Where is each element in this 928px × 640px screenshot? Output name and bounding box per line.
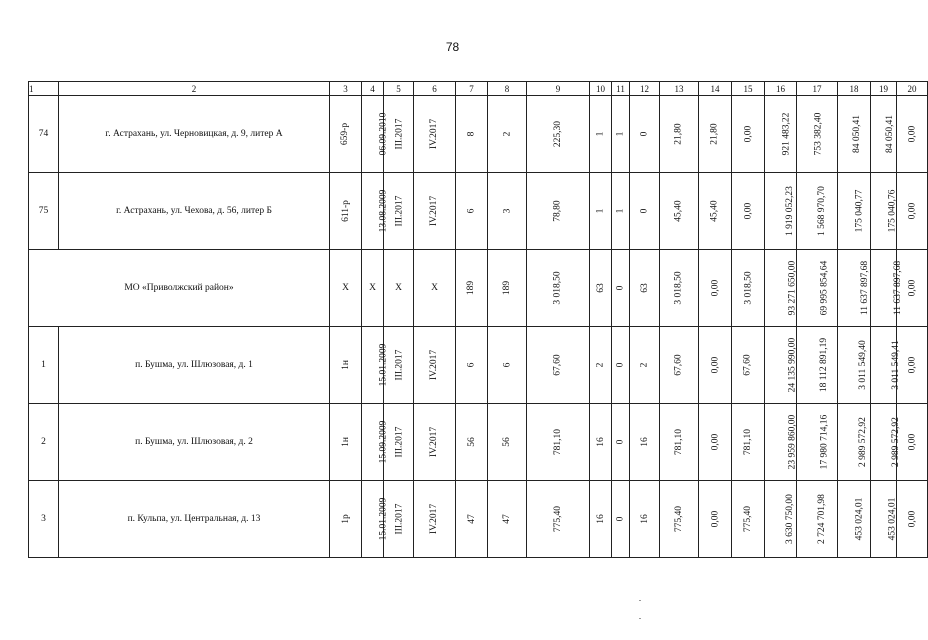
cell-value: 781,10 [674, 428, 684, 456]
table-cell [488, 250, 527, 327]
table-cell [765, 250, 797, 327]
cell-value: III.2017 [394, 118, 405, 150]
cell-value: 2 [639, 362, 650, 368]
table-cell [660, 250, 699, 327]
table-cell [797, 250, 838, 327]
cell-value: 453 024,01 [887, 497, 898, 541]
cell-value: 78,80 [553, 200, 563, 222]
cell-value: 3 630 750,00 [784, 494, 795, 544]
cell-value: 2 989 572,92 [890, 417, 901, 467]
cell-value: 84 050,41 [885, 115, 895, 153]
table-cell [699, 250, 732, 327]
table-cell [871, 173, 897, 250]
table-cell [456, 481, 488, 558]
table-cell [732, 481, 765, 558]
table-cell [590, 173, 612, 250]
cell-value: 225,30 [553, 120, 563, 148]
cell-value: 2 724 701,98 [816, 494, 827, 544]
table-cell [897, 96, 928, 173]
address-cell: г. Астрахань, ул. Черновицкая, д. 9, литер А [59, 96, 330, 173]
table-cell [871, 96, 897, 173]
cell-value: 16 [639, 437, 650, 447]
table-cell [797, 481, 838, 558]
table-cell [630, 481, 660, 558]
table-cell [897, 173, 928, 250]
table-cell [456, 327, 488, 404]
table-cell [527, 250, 590, 327]
cell-value: 47 [466, 514, 477, 524]
municipality-label: МО «Приволжский район» [29, 250, 330, 327]
table-cell [612, 96, 630, 173]
cell-value: 921 483,22 [781, 112, 792, 156]
cell-value: IV.2017 [429, 118, 440, 150]
cell-value: 15.01.2009 [378, 343, 389, 387]
cell-value: 23 959 860,00 [787, 414, 798, 470]
table-cell: Х [330, 250, 362, 327]
header-row [29, 82, 928, 96]
table-cell [330, 404, 362, 481]
cell-value: 06.09.2010 [378, 112, 389, 156]
cell-value: 775,40 [743, 505, 753, 533]
cell-value: 21,80 [674, 123, 684, 145]
cell-value: 189 [502, 280, 512, 296]
cell-value: 1 919 052,23 [784, 186, 795, 236]
table-cell [414, 481, 456, 558]
cell-value: 775,40 [553, 505, 563, 533]
table-cell [330, 173, 362, 250]
table-cell [488, 327, 527, 404]
address-cell: п. Кульпа, ул. Центральная, д. 13 [59, 481, 330, 558]
scan-speck [639, 600, 641, 601]
table-cell [488, 96, 527, 173]
cell-value: IV.2017 [429, 426, 440, 458]
table-cell [797, 404, 838, 481]
table-cell [488, 481, 527, 558]
table-cell [630, 404, 660, 481]
cell-value: 15.01.2009 [378, 497, 389, 541]
table-cell [765, 173, 797, 250]
cell-value: 8 [466, 131, 477, 137]
table-cell [362, 173, 389, 250]
table-cell [590, 250, 612, 327]
table-cell: Х [414, 250, 456, 327]
table-cell [630, 173, 660, 250]
column-header: 19 [871, 82, 897, 96]
cell-value: 3 011 549,40 [857, 340, 868, 390]
cell-value: 0,00 [907, 433, 917, 451]
cell-value: 775,40 [674, 505, 684, 533]
table-cell [330, 481, 362, 558]
cell-value: 1 [615, 208, 626, 214]
table-row [29, 481, 928, 558]
table-cell [871, 481, 897, 558]
cell-value: 18 112 891,19 [819, 337, 830, 393]
table-cell [456, 250, 488, 327]
cell-value: 11 637 897,68 [893, 260, 904, 316]
cell-value: III.2017 [394, 349, 405, 381]
cell-value: 1 568 970,70 [816, 186, 827, 236]
cell-value: 175 040,76 [887, 189, 898, 233]
table-cell: 2 [29, 404, 59, 481]
cell-value: 1н [340, 437, 351, 447]
table-cell [660, 404, 699, 481]
cell-value: 69 995 854,64 [819, 260, 830, 316]
table-cell [897, 481, 928, 558]
column-header: 18 [838, 82, 871, 96]
column-header: 13 [660, 82, 699, 96]
cell-value: 0 [615, 362, 626, 368]
cell-value: 67,60 [674, 354, 684, 376]
table-row [29, 96, 928, 173]
cell-value: 3 018,50 [553, 271, 563, 305]
cell-value: 1 [615, 131, 626, 137]
cell-value: 16 [595, 514, 606, 524]
column-header: 1 [29, 82, 59, 96]
cell-value: 24 135 990,00 [787, 337, 798, 393]
cell-value: 0 [615, 285, 626, 291]
table-cell [732, 173, 765, 250]
table-cell [797, 327, 838, 404]
table-cell [527, 173, 590, 250]
table-cell [699, 481, 732, 558]
table-cell: 75 [29, 173, 59, 250]
table-cell [456, 404, 488, 481]
cell-value: 781,10 [553, 428, 563, 456]
table-cell [630, 250, 660, 327]
cell-value: 16 [639, 514, 650, 524]
address-cell: п. Бушма, ул. Шлюзовая, д. 2 [59, 404, 330, 481]
cell-value: 93 271 650,00 [787, 260, 798, 316]
column-header: 9 [527, 82, 590, 96]
table-cell [732, 96, 765, 173]
cell-value: 0,00 [710, 433, 720, 451]
address-cell: п. Бушма, ул. Шлюзовая, д. 1 [59, 327, 330, 404]
table-cell [871, 327, 901, 404]
table-cell [362, 96, 389, 173]
table-cell [732, 327, 765, 404]
column-header: 5 [384, 82, 414, 96]
column-header: 8 [488, 82, 527, 96]
cell-value: 56 [502, 437, 512, 447]
cell-value: 0 [639, 131, 650, 137]
cell-value: 21,80 [710, 123, 720, 145]
cell-value: 0 [615, 439, 626, 445]
table-cell [699, 404, 732, 481]
column-header: 2 [59, 82, 330, 96]
cell-value: 0 [615, 516, 626, 522]
cell-value: III.2017 [394, 503, 405, 535]
cell-value: 0,00 [710, 510, 720, 528]
cell-value: 45,40 [674, 200, 684, 222]
table-cell [797, 173, 838, 250]
table-cell [765, 96, 797, 173]
column-header: 3 [330, 82, 362, 96]
table-cell [414, 173, 456, 250]
cell-value: 611-р [340, 200, 351, 222]
cell-value: 84 050,41 [852, 115, 862, 153]
table-cell [362, 404, 389, 481]
table-cell [590, 404, 612, 481]
table-cell [838, 404, 871, 481]
table-cell [612, 250, 630, 327]
cell-value: 3 011 549,41 [890, 340, 901, 390]
cell-value: 0,00 [907, 125, 917, 143]
cell-value: 1 [595, 208, 606, 214]
table-cell [612, 173, 630, 250]
table-cell [838, 96, 871, 173]
table-cell [897, 327, 928, 404]
data-table [28, 81, 928, 558]
table-cell [362, 327, 389, 404]
table-cell [871, 404, 901, 481]
cell-value: 0,00 [907, 279, 917, 297]
table-cell [838, 327, 871, 404]
cell-value: III.2017 [394, 195, 405, 227]
table-cell [414, 96, 456, 173]
column-header: 10 [590, 82, 612, 96]
column-header: 17 [797, 82, 838, 96]
cell-value: IV.2017 [429, 503, 440, 535]
table-cell [414, 327, 456, 404]
table-cell [897, 404, 928, 481]
cell-value: 6 [466, 362, 477, 368]
table-cell [797, 96, 838, 173]
cell-value: 16 [595, 437, 606, 447]
column-header: 6 [414, 82, 456, 96]
cell-value: 15.09.2009 [378, 420, 389, 464]
cell-value: 0,00 [907, 356, 917, 374]
table-cell [488, 173, 527, 250]
table-cell [630, 96, 660, 173]
scan-speck [639, 618, 641, 619]
table-cell [660, 327, 699, 404]
cell-value: 0,00 [907, 510, 917, 528]
table-row [29, 404, 928, 481]
cell-value: 3 018,50 [743, 271, 754, 305]
cell-value: IV.2017 [429, 195, 440, 227]
table-cell [612, 327, 630, 404]
column-header: 16 [765, 82, 797, 96]
cell-value: IV.2017 [429, 349, 440, 381]
cell-value: 0,00 [743, 125, 753, 143]
cell-value: 67,60 [553, 354, 563, 376]
cell-value: 1р [340, 514, 351, 524]
table-cell [699, 327, 732, 404]
cell-value: 0,00 [907, 202, 917, 220]
column-header: 20 [897, 82, 928, 96]
cell-value: 0,00 [710, 356, 720, 374]
table-cell [660, 96, 699, 173]
table-cell [838, 481, 871, 558]
cell-value: 6 [502, 362, 512, 368]
cell-value: 659-р [340, 122, 351, 146]
table-cell [699, 173, 732, 250]
table-cell [660, 173, 699, 250]
page-number: 78 [445, 40, 460, 54]
cell-value: 1н [340, 360, 351, 370]
cell-value: 63 [595, 283, 606, 293]
column-header: 14 [699, 82, 732, 96]
cell-value: 175 040,77 [854, 189, 865, 233]
cell-value: 17 980 714,16 [819, 414, 830, 470]
table-cell [590, 327, 612, 404]
table-cell [456, 96, 488, 173]
table-cell [527, 96, 590, 173]
table-cell [838, 250, 871, 327]
table-cell [838, 173, 871, 250]
cell-value: 6 [466, 208, 477, 214]
municipality-subtotal-row [29, 250, 928, 327]
table-cell [732, 250, 765, 327]
table-body [29, 82, 928, 558]
table-cell [488, 404, 527, 481]
table-cell [699, 96, 732, 173]
cell-value: 753 382,40 [813, 112, 824, 156]
table-cell [765, 404, 797, 481]
table-cell [660, 481, 699, 558]
table-row [29, 173, 928, 250]
table-cell [330, 96, 362, 173]
cell-value: 2 [595, 362, 606, 368]
cell-value: 67,60 [743, 354, 753, 376]
column-header: 12 [630, 82, 660, 96]
table-cell [414, 404, 456, 481]
table-cell [527, 404, 590, 481]
table-cell: Х [362, 250, 384, 327]
table-cell [612, 404, 630, 481]
table-cell: 3 [29, 481, 59, 558]
table-cell [456, 173, 488, 250]
table-cell [732, 404, 765, 481]
table-cell [765, 481, 797, 558]
cell-value: 63 [639, 283, 650, 293]
table-cell: 74 [29, 96, 59, 173]
cell-value: 0 [639, 208, 650, 214]
cell-value: 2 [502, 131, 512, 137]
cell-value: 453 024,01 [854, 497, 865, 541]
cell-value: 47 [502, 514, 512, 524]
table-cell [330, 327, 362, 404]
column-header: 4 [362, 82, 384, 96]
cell-value: 45,40 [710, 200, 720, 222]
cell-value: 2 989 572,92 [857, 417, 868, 467]
table-cell: 1 [29, 327, 59, 404]
table-row [29, 327, 928, 404]
table-cell: Х [384, 250, 414, 327]
cell-value: 3 018,50 [674, 271, 684, 305]
cell-value: 3 [502, 208, 512, 214]
cell-value: 13.08.2009 [378, 189, 389, 233]
table-cell [871, 250, 904, 327]
table-cell [362, 481, 389, 558]
cell-value: 189 [466, 280, 477, 296]
table-cell [527, 327, 590, 404]
table-cell [765, 327, 797, 404]
address-cell: г. Астрахань, ул. Чехова, д. 56, литер Б [59, 173, 330, 250]
cell-value: 11 637 897,68 [860, 260, 871, 316]
cell-value: 1 [595, 131, 606, 137]
column-header: 15 [732, 82, 765, 96]
column-header: 11 [612, 82, 630, 96]
cell-value: 0,00 [743, 202, 753, 220]
cell-value: 0,00 [710, 279, 720, 297]
table-cell [590, 96, 612, 173]
cell-value: III.2017 [394, 426, 405, 458]
cell-value: 56 [466, 437, 477, 447]
cell-value: 781,10 [743, 428, 753, 456]
table-cell [527, 481, 590, 558]
table-cell [590, 481, 612, 558]
table-cell [630, 327, 660, 404]
column-header: 7 [456, 82, 488, 96]
table-cell [612, 481, 630, 558]
